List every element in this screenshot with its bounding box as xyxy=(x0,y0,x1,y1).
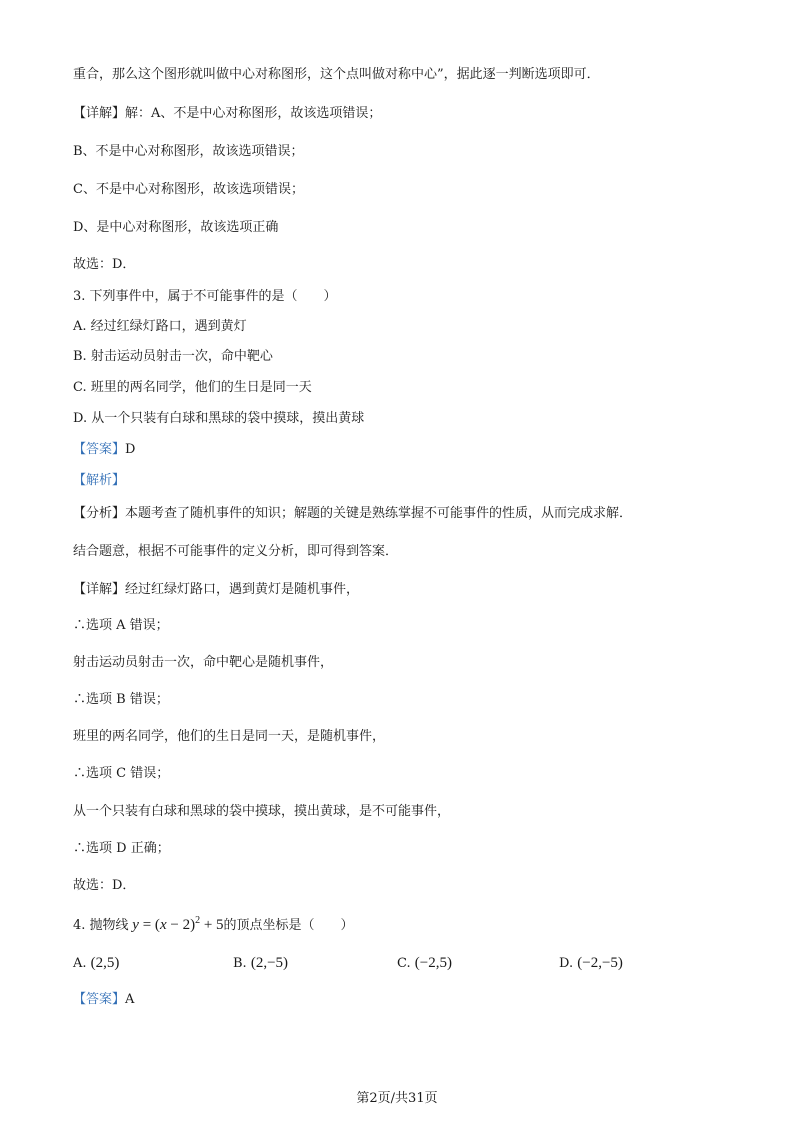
answer-value: D xyxy=(125,442,136,457)
text-line: 故选：D． xyxy=(73,878,136,893)
text-line: ∴选项 B 错误； xyxy=(73,692,169,707)
text-line: C、不是中心对称图形，故该选项错误； xyxy=(73,182,304,197)
option-label: B. xyxy=(233,956,247,971)
option-value: (−2,−5) xyxy=(577,955,623,971)
analysis-fenxi-tag: 【分析】 xyxy=(73,506,126,521)
answer-4 xyxy=(73,991,134,1009)
answer-tag: 【答案】 xyxy=(73,992,126,1007)
text-line: 重合，那么这个图形就叫做中心对称图形，这个点叫做对称中心”，据此逐一判断选项即可． xyxy=(73,67,600,82)
option-label: D. xyxy=(559,956,574,971)
question-3-option-b: B. 射击运动员射击一次，命中靶心 xyxy=(73,349,273,364)
question-4 xyxy=(73,912,354,935)
question-4-option-d xyxy=(559,954,623,973)
text-line: 结合题意，根据不可能事件的定义分析，即可得到答案． xyxy=(73,544,399,559)
text-line: 从一个只装有白球和黑球的袋中摸球，摸出黄球，是不可能事件， xyxy=(73,804,451,819)
question-3-option-c: C. 班里的两名同学，他们的生日是同一天 xyxy=(73,380,312,395)
text-line: ∴选项 D 正确； xyxy=(73,841,170,856)
option-label: C. xyxy=(397,956,411,971)
option-value: (2,5) xyxy=(90,955,120,971)
question-3-option-a: A. 经过红绿灯路口，遇到黄灯 xyxy=(73,319,247,334)
answer-tag: 【答案】 xyxy=(73,442,126,457)
text-line: ∴选项 C 错误； xyxy=(73,766,170,781)
question-4-option-b xyxy=(233,954,288,973)
option-label: A. xyxy=(73,956,87,971)
question-3-option-d: D. 从一个只装有白球和黑球的袋中摸球，摸出黄球 xyxy=(73,411,365,426)
question-4-option-c xyxy=(397,954,452,973)
detail-tag: 【详解】 xyxy=(73,582,126,597)
text-line: 班里的两名同学，他们的生日是同一天，是随机事件， xyxy=(73,729,386,744)
analysis-paragraph xyxy=(73,505,632,523)
detail-text: 解：A、不是中心对称图形，故该选项错误； xyxy=(125,106,382,121)
option-value: (−2,5) xyxy=(414,955,452,971)
text-line: D、是中心对称图形，故该选项正确 xyxy=(73,220,279,235)
parabola-equation: $y = (x - 2)^2 + 5$ xyxy=(132,915,224,933)
detail-paragraph xyxy=(73,581,359,599)
detail-tag: 【详解】 xyxy=(73,106,126,121)
analysis-tag: 【解析】 xyxy=(73,473,126,488)
detail-paragraph xyxy=(73,105,381,123)
text-line: B、不是中心对称图形，故该选项错误； xyxy=(73,144,304,159)
answer-value: A xyxy=(125,992,135,1007)
text-line: ∴选项 A 错误； xyxy=(73,618,169,633)
question-4-prefix: 4. 抛物线 xyxy=(73,918,129,933)
text-line: 射击运动员射击一次，命中靶心是随机事件， xyxy=(73,655,334,670)
analysis-fenxi-text: 本题考查了随机事件的知识；解题的关键是熟练掌握不可能事件的性质，从而完成求解． xyxy=(125,506,633,521)
page-footer: 第2页/共31页 xyxy=(356,1091,438,1106)
question-4-suffix: 的顶点坐标是（ ） xyxy=(223,918,354,933)
text-line: 故选：D． xyxy=(73,257,136,272)
detail-text: 经过红绿灯路口，遇到黄灯是随机事件， xyxy=(125,582,360,597)
answer-3 xyxy=(73,441,135,459)
question-4-option-a xyxy=(73,954,119,973)
option-value: (2,−5) xyxy=(250,955,289,971)
question-3: 3. 下列事件中，属于不可能事件的是（ ） xyxy=(73,289,337,304)
